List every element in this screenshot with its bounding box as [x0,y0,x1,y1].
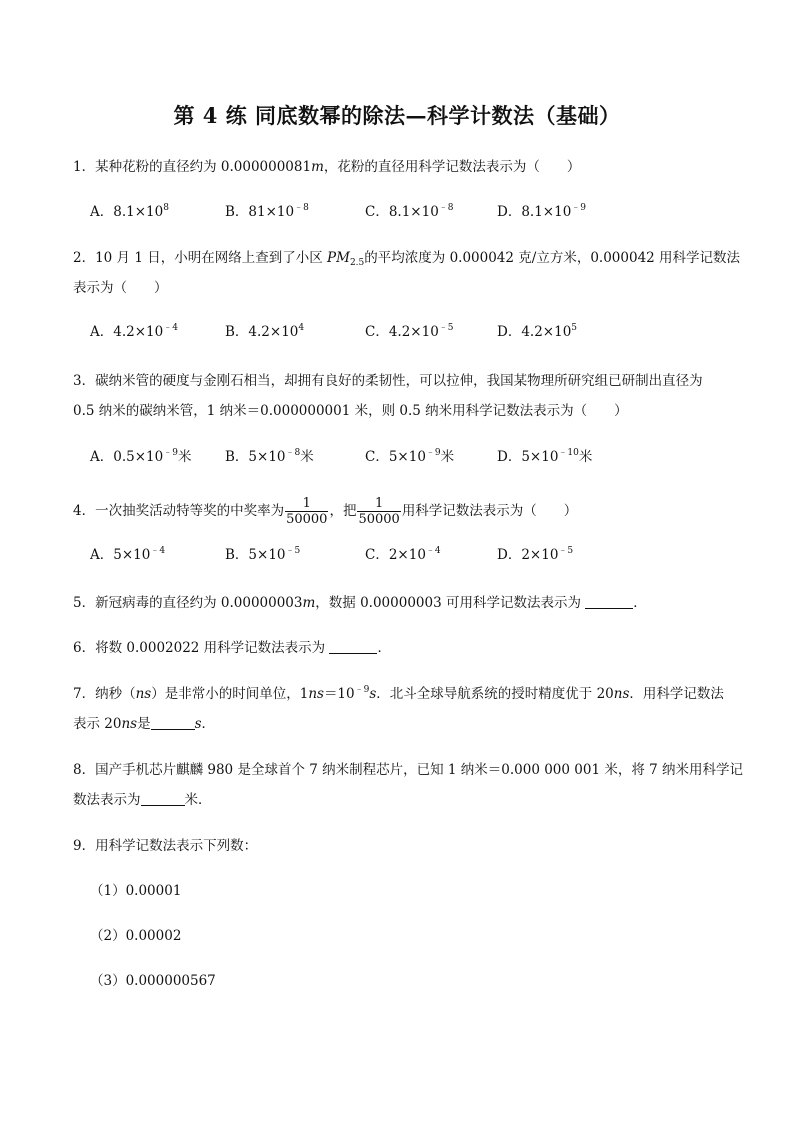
q4-option-c[interactable]: C．$2\times 10^{﹣4}$ [365,546,441,563]
q1-option-b[interactable]: B．$81\times 10^{﹣8}$ [225,203,309,220]
question-9: 9．用科学记数法表示下列数： [73,838,258,854]
q2-option-b[interactable]: B．$4.2\times 10^4$ [225,323,305,340]
q2-text-post: 的平均浓度为 0.000042 克/立方米，0.000042 用科学记数法 [364,250,741,266]
q4-text-mid: ，把 [329,503,357,519]
question-2-line-2: 表示为（ ） [73,280,168,296]
q4-options [90,545,730,565]
q5-text-pre: 5．新冠病毒的直径约为 0.00000003 [73,595,303,611]
q6-text-pre: 6．将数 0.0002022 用科学记数法表示为 [73,640,330,656]
q2-pm: PM [327,250,350,266]
q7-answer-blank[interactable] [151,715,195,730]
q3-option-b[interactable]: B．$5\times 10^{﹣8}$米 [225,448,314,465]
q1-text-pre: 1．某种花粉的直径约为 0.000000081 [73,159,312,175]
question-6: 6．将数 0.0002022 用科学记数法表示为 ． [73,640,391,656]
question-7: 7．纳秒（ns）是非常小的时间单位，$1ns=10^{﹣9}s$．北斗全球导航系统的授时精度优于 20ns．用科学记数法 [73,685,724,702]
q4-fraction-1: $\frac{1}{50000}$ [286,496,328,527]
q2-options [90,322,730,342]
q1-text-post: ，花粉的直径用科学记数法表示为（ ） [323,159,581,175]
q2-option-a[interactable]: A．$4.2\times 10^{﹣4}$ [90,323,178,340]
q9-item-3: （3）0.000000567 [90,973,216,989]
question-8-line-2: 数法表示为 米． [73,792,212,808]
q4-option-b[interactable]: B．$5\times 10^{﹣5}$ [225,546,301,563]
q5-answer-blank[interactable] [585,594,633,609]
q4-option-a[interactable]: A．$5\times 10^{﹣4}$ [90,546,166,563]
q3-option-d[interactable]: D．$5\times 10^{﹣10}$米 [497,448,593,465]
page-title: 第 4 练 同底数幂的除法—科学计数法（基础） [173,103,621,128]
q8-answer-blank[interactable] [141,791,185,806]
q5-text-post: ，数据 0.00000003 可用科学记数法表示为 [315,595,586,611]
q1-option-d[interactable]: D．$8.1\times 10^{﹣9}$ [497,203,587,220]
q1-options [90,202,730,222]
q2-pm-sub: 2.5 [349,258,365,268]
q1-option-a[interactable]: A．$8.1\times 10^8$ [90,203,169,220]
q2-text-pre: 2．10 月 1 日，小明在网络上查到了小区 [73,250,328,266]
question-5: 5．新冠病毒的直径约为 0.00000003m，数据 0.00000003 可用科学记数法表示为 ． [73,595,647,611]
question-4 [73,494,577,528]
q5-unit: m [302,595,316,611]
question-2 [73,248,740,268]
question-1 [73,157,580,177]
question-3-line-2: 0.5 纳米的碳纳米管，1 纳米＝0.000000001 米，则 0.5 纳米用科学记数法表示为（ ） [73,403,628,419]
q3-options [90,447,730,467]
q4-text-pre: 4．一次抽奖活动特等奖的中奖率为 [73,503,285,519]
question-7-line-2: 表示 20ns是 s． [73,716,216,732]
q4-fraction-2: $\frac{1}{50000}$ [358,496,400,527]
q6-answer-blank[interactable] [329,639,377,654]
q9-item-1: （1）0.00001 [90,883,182,899]
question-8: 8．国产手机芯片麒麟 980 是全球首个 7 纳米制程芯片，已知 1 纳米＝0.000 000 001 米，将 7 纳米用科学记 [73,762,744,778]
q4-text-post: 用科学记数法表示为（ ） [401,503,578,519]
q9-item-2: （2）0.00002 [90,928,182,944]
q1-option-c[interactable]: C．$8.1\times 10^{﹣8}$ [365,203,454,220]
q4-option-d[interactable]: D．$2\times 10^{﹣5}$ [497,546,574,563]
question-3: 3．碳纳米管的硬度与金刚石相当，却拥有良好的柔韧性，可以拉伸，我国某物理所研究组已研制出直径为 [73,373,703,389]
q2-option-c[interactable]: C．$4.2\times 10^{﹣5}$ [365,323,454,340]
q3-option-c[interactable]: C．$5\times 10^{﹣9}$米 [365,448,455,465]
q3-option-a[interactable]: A．$0.5\times 10^{﹣9}$米 [90,448,192,465]
q2-option-d[interactable]: D．$4.2\times 10^5$ [497,323,578,340]
q1-unit: m [311,159,324,175]
